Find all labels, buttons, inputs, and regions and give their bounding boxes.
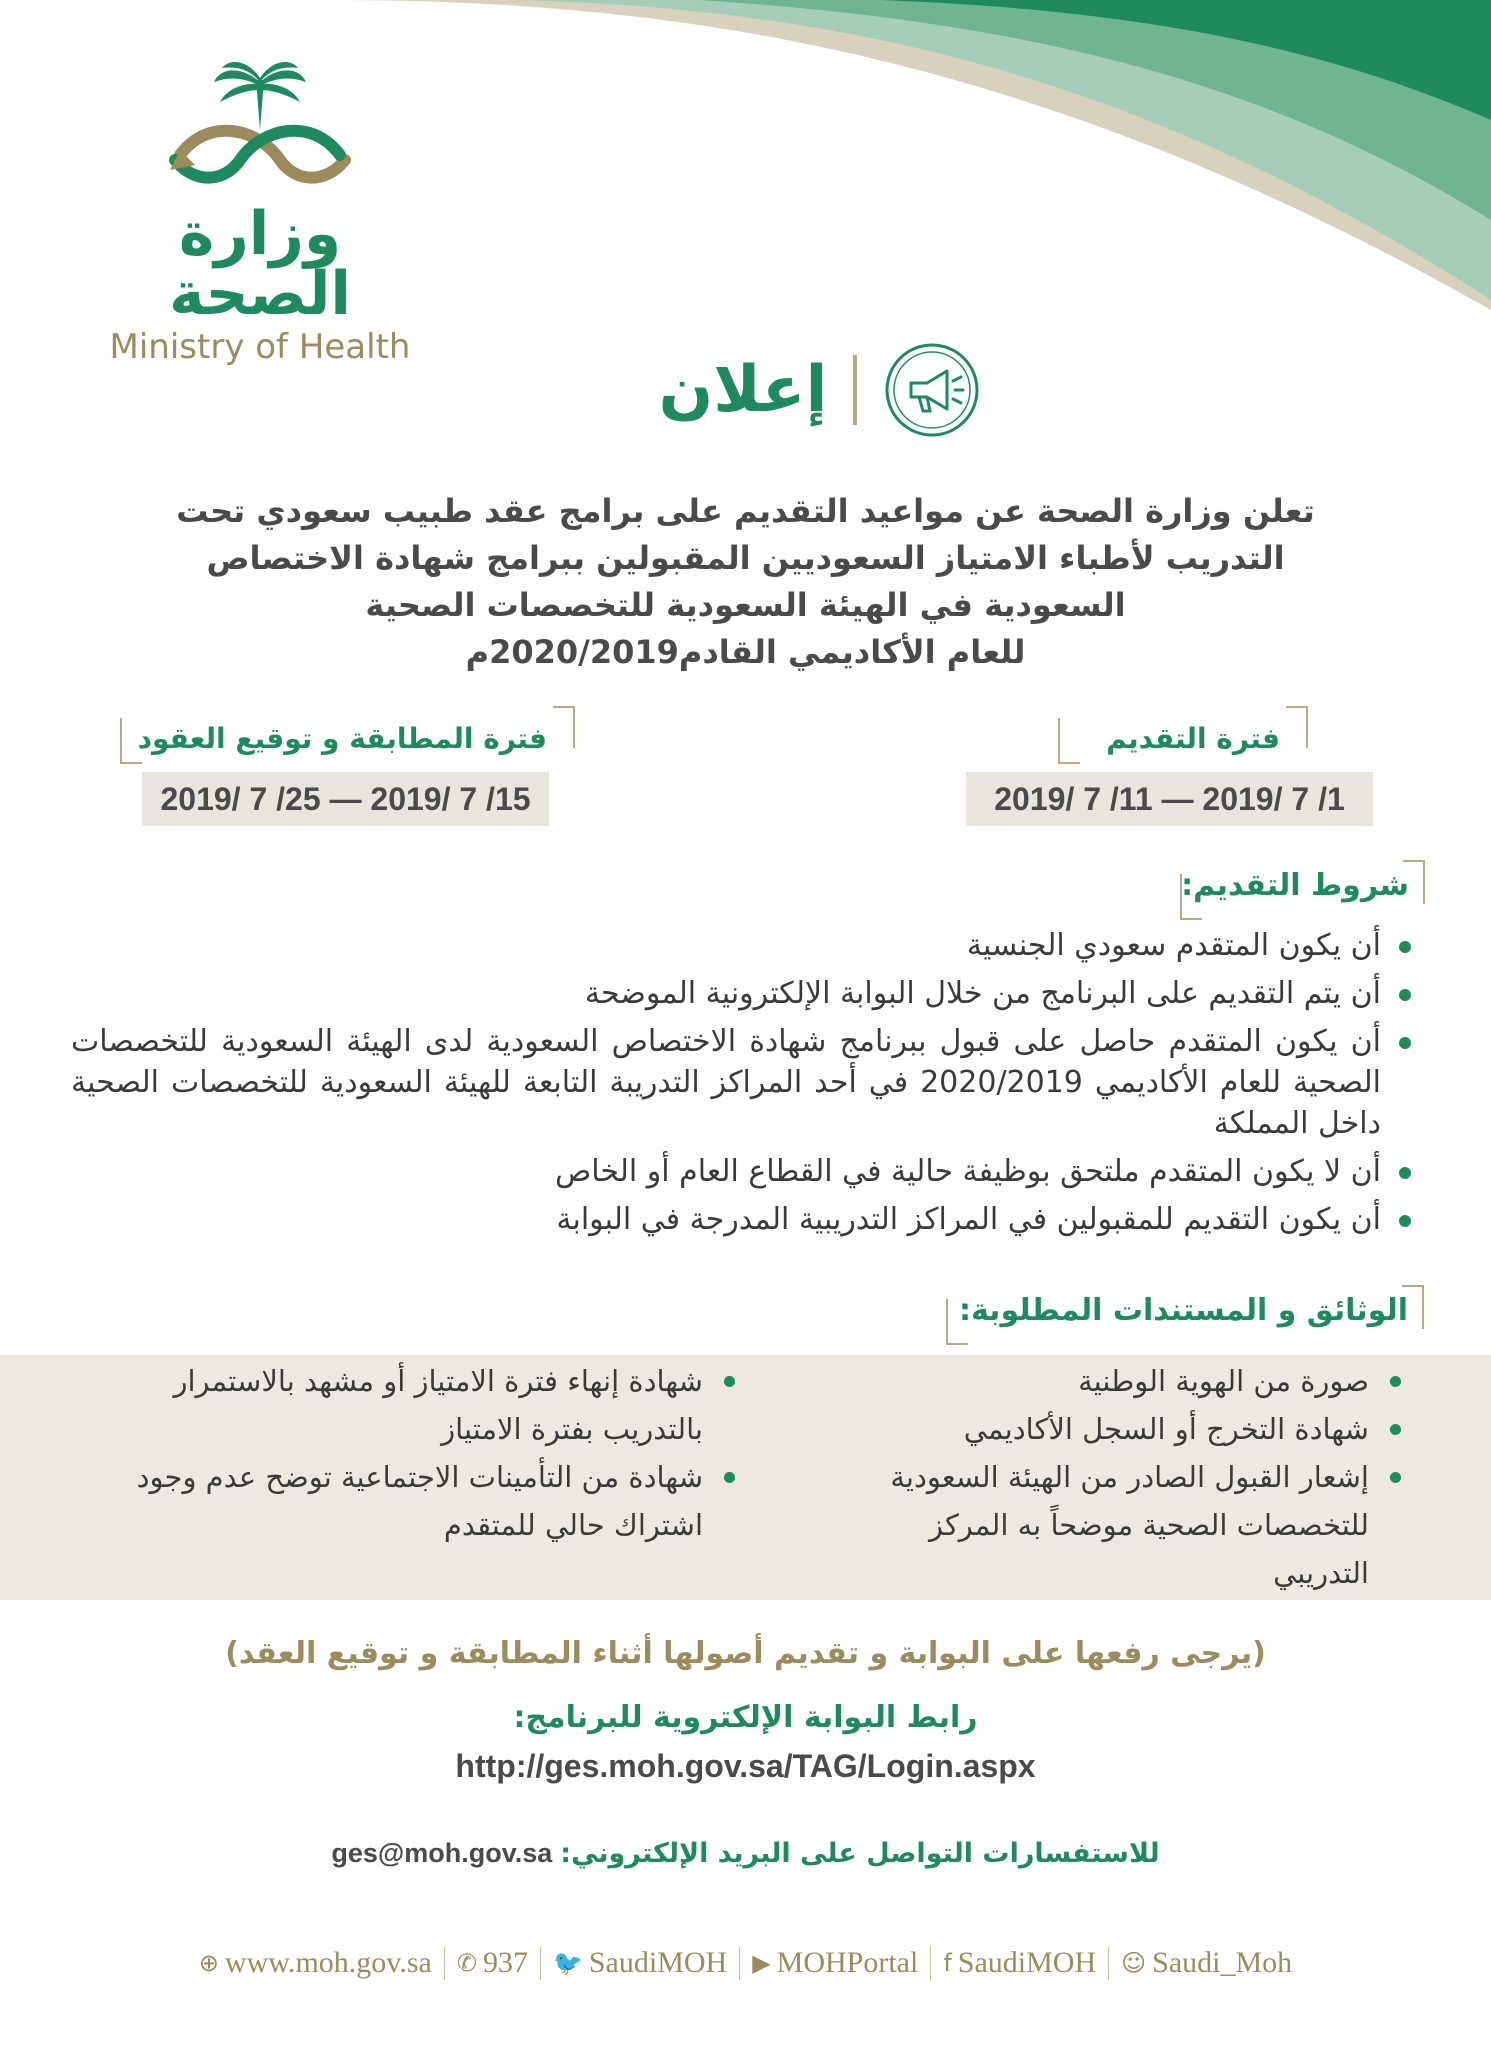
announcement-title: إعلان — [658, 353, 828, 427]
conditions-title-bracket — [1180, 860, 1425, 918]
matching-period-label: فترة المطابقة و توقيع العقود — [137, 722, 547, 755]
phone-icon: ✆ — [456, 1949, 477, 1977]
title-divider — [853, 355, 857, 425]
conditions-list — [71, 925, 1411, 1247]
contact-line — [0, 1838, 1491, 1869]
list-item: أن يكون المتقدم حاصل على قبول ببرنامج شهادة الاختصاص السعودية لدى الهيئة السعودية للتخصصات الصحية للعام الأكاديمي 2020/2019 في أحد المراكز التدريبة التابعة للهيئة السعودية للتخصصات الصحية داخل المملكة — [71, 1021, 1411, 1144]
palm-swords-icon — [150, 60, 370, 200]
ministry-logo — [100, 60, 420, 367]
footer-text: Saudi_Moh — [1152, 1946, 1293, 1979]
youtube-icon: ▶ — [752, 1949, 771, 1977]
intro-line: للعام الأكاديمي القادم2020/2019م — [465, 633, 1026, 671]
logo-arabic-text: وزارة الصحة — [169, 199, 351, 329]
portal-label: رابط البوابة الإلكتروية للبرنامج: — [513, 1700, 978, 1735]
list-item: أن يكون التقديم للمقبولين في المراكز التدريبية المدرجة في البوابة — [71, 1199, 1411, 1240]
intro-line: تعلن وزارة الصحة عن مواعيد التقديم على برامج عقد طبيب سعودي تحت — [176, 492, 1315, 530]
matching-period-bracket — [120, 706, 575, 762]
footer-text: www.moh.gov.sa — [224, 1946, 432, 1979]
footer-text: MOHPortal — [776, 1946, 919, 1979]
intro-line: التدريب لأطباء الامتياز السعوديين المقبولين ببرامج شهادة الاختصاص — [206, 539, 1285, 577]
footer-text: SaudiMOH — [957, 1946, 1097, 1979]
footer-text: SaudiMOH — [588, 1946, 728, 1979]
list-item: أن لا يكون المتقدم ملتحق بوظيفة حالية في القطاع العام أو الخاص — [71, 1151, 1411, 1192]
footer-contacts — [0, 1946, 1491, 1980]
list-item: شهادة من التأمينات الاجتماعية توضح عدم وجود اشتراك حالي للمتقدم — [95, 1453, 735, 1549]
documents-title-bracket — [946, 1285, 1424, 1343]
facebook-icon: f — [943, 1949, 952, 1977]
portal-link[interactable]: http://ges.moh.gov.sa/TAG/Login.aspx — [455, 1748, 1036, 1784]
application-period-bracket — [1058, 706, 1308, 762]
application-period-dates: 1/ 7 /2019 — 11/ 7 /2019 — [966, 772, 1373, 826]
list-item: أن يكون المتقدم سعودي الجنسية — [71, 925, 1411, 966]
footer-youtube[interactable] — [740, 1946, 930, 1980]
footer-phone[interactable] — [445, 1946, 540, 1980]
footer-snapchat[interactable] — [1109, 1946, 1304, 1980]
announcement-heading — [640, 330, 1000, 450]
megaphone-icon — [883, 341, 981, 439]
upload-note: (يرجى رفعها على البوابة و تقديم أصولها أثناء المطابقة و توقيع العقد) — [225, 1636, 1266, 1671]
snapchat-icon: ☺ — [1121, 1949, 1147, 1977]
footer-facebook[interactable] — [931, 1946, 1108, 1980]
announcement-intro — [150, 488, 1341, 676]
list-item: أن يتم التقديم على البرنامج من خلال البوابة الإلكترونية الموضحة — [71, 973, 1411, 1014]
intro-line: السعودية في الهيئة السعودية للتخصصات الصحية — [365, 586, 1126, 624]
documents-left-column — [95, 1357, 735, 1549]
logo-english-text: Ministry of Health — [109, 327, 411, 367]
conditions-title: شروط التقديم: — [1181, 868, 1409, 903]
application-period-label: فترة التقديم — [1106, 722, 1280, 755]
twitter-icon: 🐦 — [552, 1949, 583, 1977]
list-item: شهادة إنهاء فترة الامتياز أو مشهد بالاستمرار بالتدريب بفترة الامتياز — [95, 1357, 735, 1453]
list-item: صورة من الهوية الوطنية — [831, 1357, 1401, 1405]
footer-text: 937 — [482, 1946, 528, 1979]
footer-twitter[interactable] — [541, 1946, 739, 1980]
documents-title: الوثائق و المستندات المطلوبة: — [958, 1293, 1408, 1328]
list-item: شهادة التخرج أو السجل الأكاديمي — [831, 1405, 1401, 1453]
matching-period-dates: 15/ 7 /2019 — 25/ 7 /2019 — [142, 772, 549, 826]
documents-right-column — [831, 1357, 1401, 1597]
globe-icon: ⊕ — [198, 1949, 219, 1977]
list-item: إشعار القبول الصادر من الهيئة السعودية للتخصصات الصحية موضحاً به المركز التدريبي — [831, 1453, 1401, 1597]
contact-email[interactable]: ges@moh.gov.sa — [331, 1838, 553, 1868]
contact-label: للاستفسارات التواصل على البريد الإلكتروني: — [560, 1838, 1160, 1869]
footer-website[interactable] — [187, 1946, 444, 1980]
